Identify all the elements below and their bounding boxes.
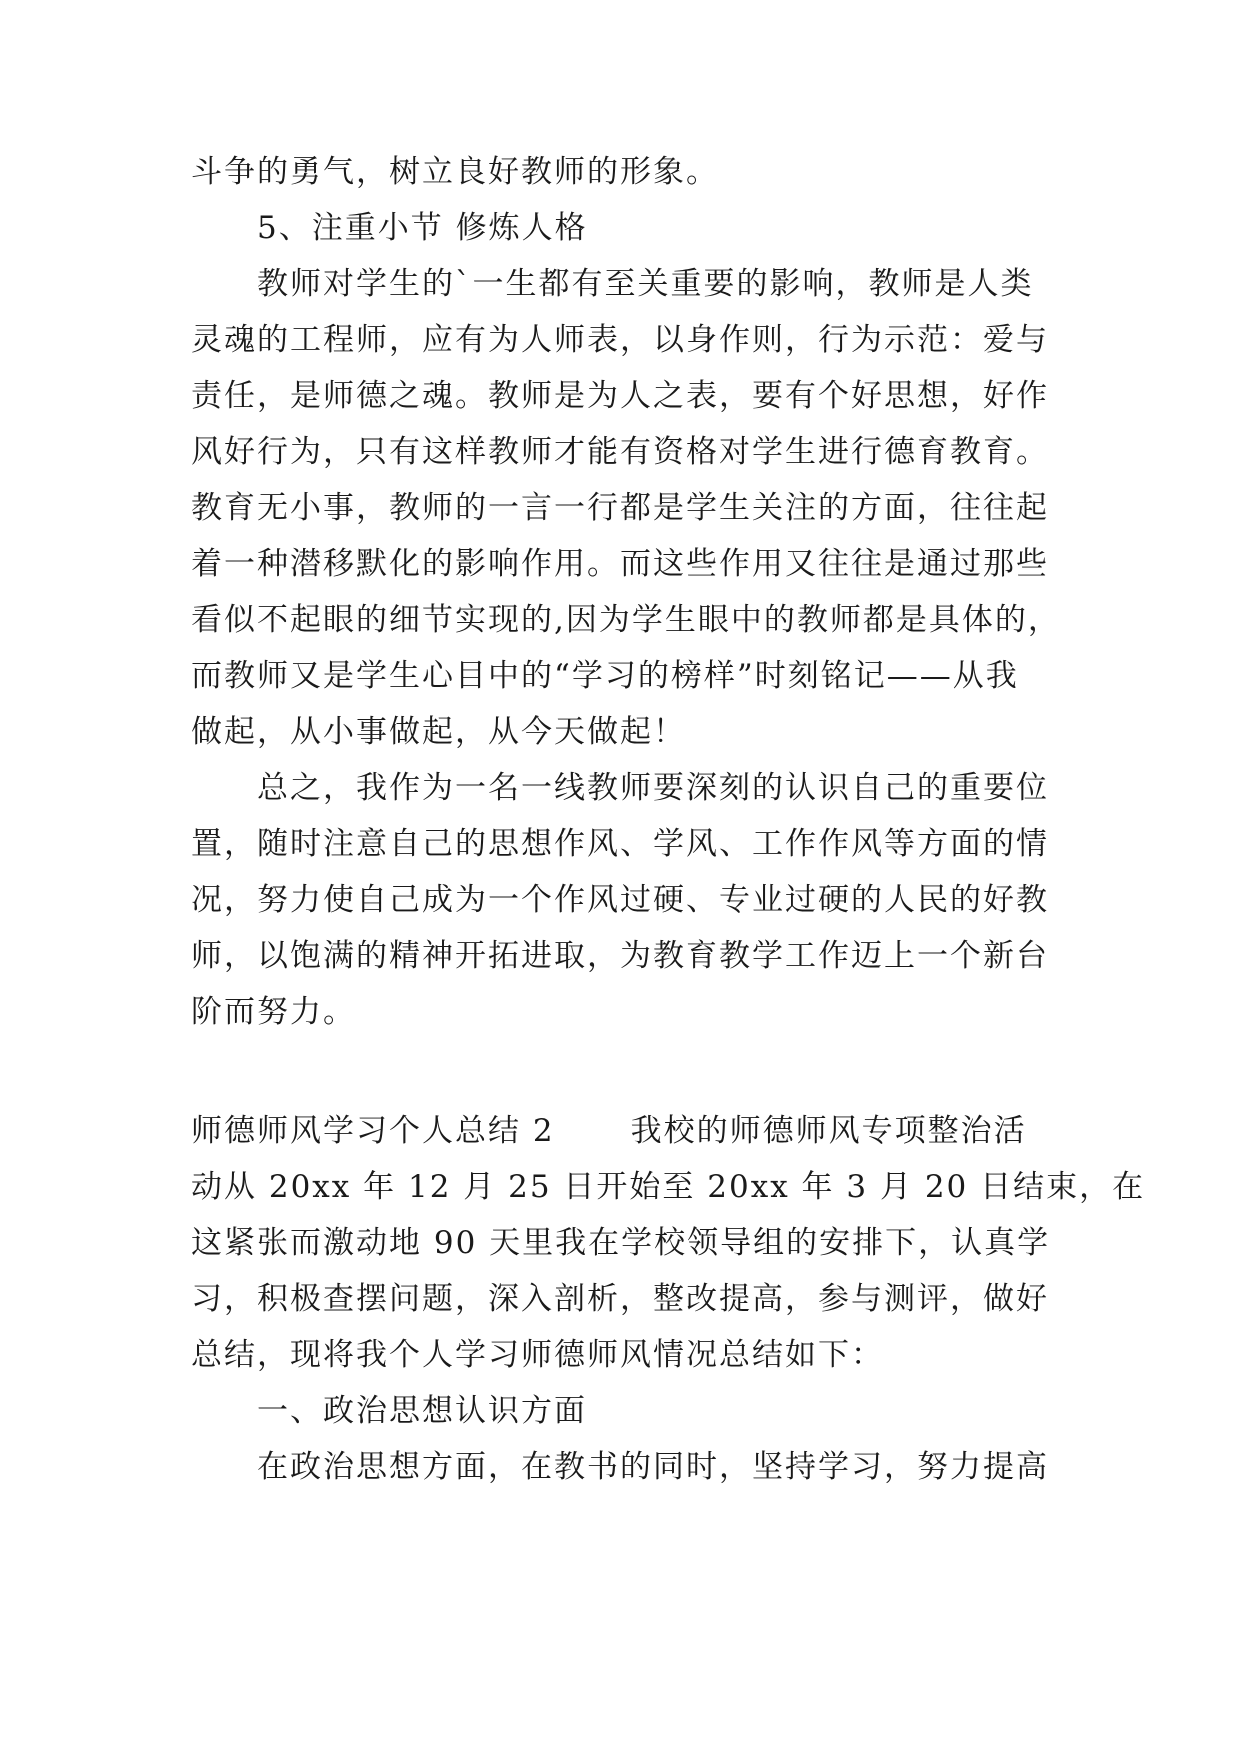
paragraph-line: 在政治思想方面，在教书的同时，坚持学习，努力提高 (257, 1449, 1049, 1485)
paragraph-line: 责任，是师德之魂。教师是为人之表，要有个好思想，好作 (191, 378, 1049, 414)
paragraph-line: 教师对学生的`一生都有至关重要的影响，教师是人类 (257, 266, 1034, 302)
paragraph-line: 总之，我作为一名一线教师要深刻的认识自己的重要位 (257, 770, 1049, 806)
paragraph-line: 斗争的勇气，树立良好教师的形象。 (191, 154, 719, 190)
paragraph-line: 这紧张而激动地 90 天里我在学校领导组的安排下，认真学 (191, 1225, 1051, 1261)
paragraph-line: 而教师又是学生心目中的“学习的榜样”时刻铭记——从我 (191, 658, 1019, 694)
paragraph-line: 灵魂的工程师，应有为人师表，以身作则，行为示范：爱与 (191, 322, 1049, 358)
section-title: 师德师风学习个人总结 2 (191, 1113, 555, 1149)
paragraph-line: 况，努力使自己成为一个作风过硬、专业过硬的人民的好教 (191, 882, 1049, 918)
section-heading: 一、政治思想认识方面 (257, 1393, 587, 1429)
paragraph-line: 阶而努力。 (191, 994, 356, 1030)
section-title-line (191, 1111, 1027, 1151)
paragraph-line: 风好行为，只有这样教师才能有资格对学生进行德育教育。 (191, 434, 1049, 470)
paragraph-line: 动从 20xx 年 12 月 25 日开始至 20xx 年 3 月 20 日结束，在 (191, 1169, 1146, 1205)
section-heading: 5、注重小节 修炼人格 (257, 210, 588, 246)
paragraph-line: 置，随时注意自己的思想作风、学风、工作作风等方面的情 (191, 826, 1049, 862)
section-lead: 我校的师德师风专项整治活 (630, 1113, 1027, 1149)
paragraph-line: 总结，现将我个人学习师德师风情况总结如下： (191, 1337, 884, 1373)
paragraph-line: 师，以饱满的精神开拓进取，为教育教学工作迈上一个新台 (191, 938, 1049, 974)
paragraph-line: 看似不起眼的细节实现的,因为学生眼中的教师都是具体的， (191, 602, 1061, 638)
paragraph-line: 着一种潜移默化的影响作用。而这些作用又往往是通过那些 (191, 546, 1049, 582)
paragraph-line: 做起，从小事做起，从今天做起！ (191, 714, 686, 750)
paragraph-line: 习，积极查摆问题，深入剖析，整改提高，参与测评，做好 (191, 1281, 1049, 1317)
paragraph-line: 教育无小事，教师的一言一行都是学生关注的方面，往往起 (191, 490, 1049, 526)
